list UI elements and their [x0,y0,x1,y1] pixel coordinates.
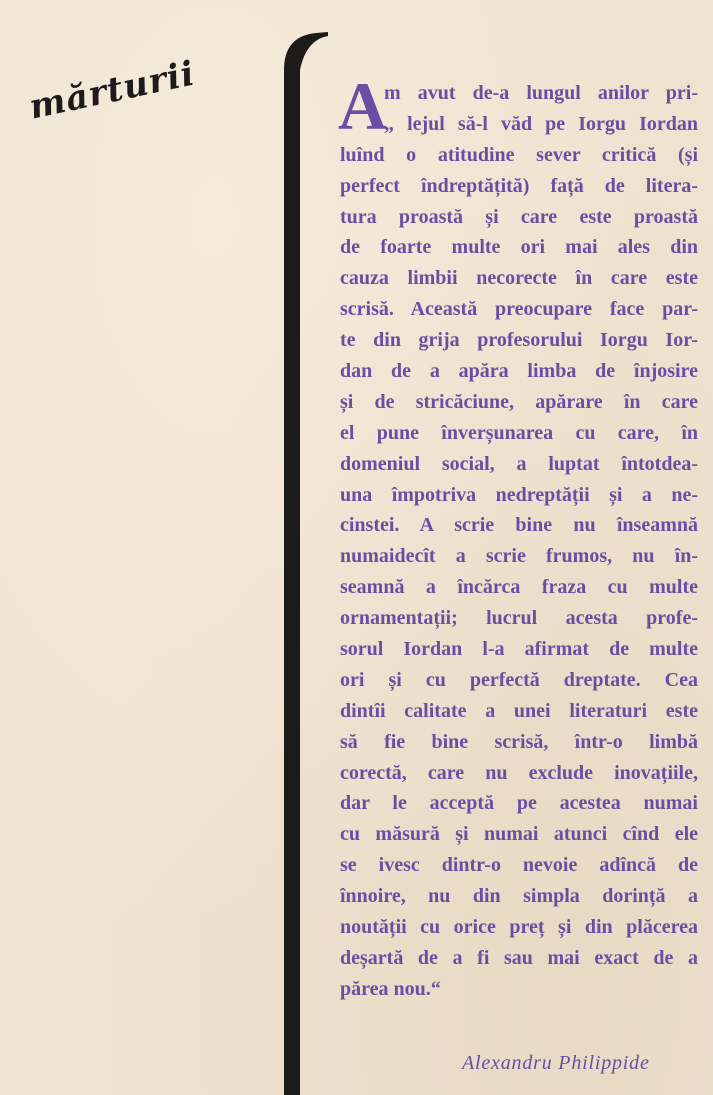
quote-line: noutății cu orice preț și din plăcerea [340,916,698,939]
quote-line: el pune înverșunarea cu care, în [340,421,698,444]
quote-line: una împotriva nedreptății și a ne- [340,483,698,506]
quote-line: dintîi calitate a unei literaturi este [340,699,698,722]
quote-line: numaidecît a scrie frumos, nu în- [340,545,698,568]
quote-line: tura proastă și care este proastă [340,205,698,228]
quote-line: „ lejul să-l văd pe Iorgu Iordan [384,112,698,135]
quote-line: să fie bine scrisă, într-o limbă [340,730,698,753]
quote-line: cauza limbii necorecte în care este [340,267,698,290]
quote-line: ori și cu perfectă dreptate. Cea [340,668,698,691]
quote-dropcap: A [338,68,388,144]
quote-line: cinstei. A scrie bine nu înseamnă [340,514,698,537]
quote-line: te din grija profesorului Iorgu Ior- [340,329,698,352]
quote-text [338,68,698,1005]
quote-line: luînd o atitudine sever critică (și [340,143,698,166]
quote-line: dan de a apăra limba de înjosire [340,360,698,383]
quote-line: și de stricăciune, apărare în care [340,390,698,413]
quote-line: de foarte multe ori mai ales din [340,236,698,259]
quote-line: scrisă. Această preocupare face par- [340,298,698,321]
quote-author: Alexandru Philippide [462,1052,650,1074]
quote-line: deșartă de a fi sau mai exact de a [340,946,698,969]
quote-line: sorul Iordan l-a afirmat de multe [340,638,698,661]
quote-line: m avut de-a lungul anilor pri- [384,82,698,104]
quote-line: se ivesc dintr-o nevoie adîncă de [340,854,698,877]
quote-lines [340,78,698,1005]
quote-line: corectă, care nu exclude inovațiile, [340,761,698,784]
quote-line: înnoire, nu din simpla dorință a [340,885,698,908]
quote-line: cu măsură și numai atunci cînd ele [340,823,698,846]
quote-line: dar le acceptă pe acestea numai [340,792,698,815]
quote-line: seamnă a încărca fraza cu multe [340,576,698,599]
quote-line: domeniul social, a luptat întotdea- [340,452,698,475]
quote-line: părea nou.“ [340,977,441,1000]
series-logo: mărturii [25,53,199,128]
quote-line: ornamentații; lucrul acesta profe- [340,607,698,630]
quote-line: perfect îndreptățită) față de litera- [340,174,698,197]
decorative-bracket [276,30,330,1095]
